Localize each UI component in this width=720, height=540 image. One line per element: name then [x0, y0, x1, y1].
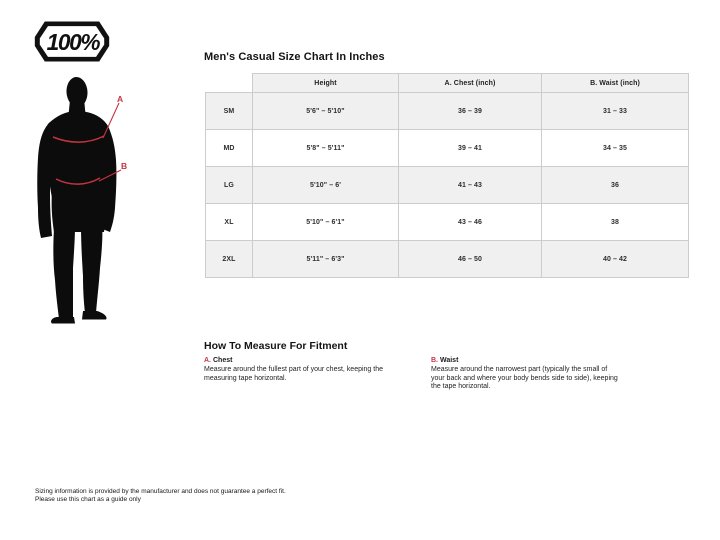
size-cell: MD [206, 130, 253, 167]
size-cell: SM [206, 93, 253, 130]
text-line: Sizing information is provided by the manufacturer and does not guarantee a perfect fit. [35, 488, 286, 495]
table-row-md [206, 130, 689, 167]
measure-section-heading: How To Measure For Fitment [204, 340, 348, 352]
size-cell: LG [206, 167, 253, 204]
text-line: Please use this chart as a guide only [35, 496, 141, 503]
waist-instructions-text [431, 366, 666, 392]
waist-cell: 36 [542, 167, 689, 204]
waist-instructions [431, 357, 666, 392]
column-header-chest: A. Chest (inch) [399, 74, 542, 93]
text-line: Measure around the narrowest part (typically the small of [431, 366, 608, 373]
disclaimer-text [35, 488, 286, 504]
size-cell: 2XL [206, 241, 253, 278]
chest-instructions-text [204, 366, 439, 383]
height-cell: 5'11" – 6'3" [253, 241, 399, 278]
text-line: your back and where your body bends side to side), keeping [431, 374, 618, 382]
waist-cell: 34 – 35 [542, 130, 689, 167]
chest-leader-line [103, 103, 119, 138]
waist-cell: 40 – 42 [542, 241, 689, 278]
chest-cell: 36 – 39 [399, 93, 542, 130]
brand-logo-text: 100% [46, 29, 100, 56]
height-cell: 5'6" – 5'10" [253, 93, 399, 130]
brand-logo-icon [33, 19, 111, 64]
waist-cell: 31 – 33 [542, 93, 689, 130]
chest-cell: 46 – 50 [399, 241, 542, 278]
marker-b-label: B [121, 161, 128, 171]
chest-label [204, 357, 439, 364]
text-line: measuring tape horizontal. [204, 374, 287, 382]
table-row-2xl [206, 241, 689, 278]
corner-cell [206, 74, 253, 93]
waist-label [431, 357, 666, 364]
waist-cell: 38 [542, 204, 689, 241]
chest-label-text: Chest [213, 357, 233, 364]
height-cell: 5'10" – 6' [253, 167, 399, 204]
body-silhouette [28, 74, 178, 334]
height-cell: 5'8" – 5'11" [253, 130, 399, 167]
chest-cell: 41 – 43 [399, 167, 542, 204]
table-row-lg [206, 167, 689, 204]
table-row-xl [206, 204, 689, 241]
silhouette-shape [37, 76, 116, 323]
column-header-height: Height [253, 74, 399, 93]
text-line: Measure around the fullest part of your chest, keeping the [204, 366, 383, 373]
chest-cell: 39 – 41 [399, 130, 542, 167]
page-title: Men's Casual Size Chart In Inches [204, 51, 385, 63]
marker-a-label: A [117, 94, 124, 104]
waist-label-text: Waist [440, 357, 459, 364]
table-row-sm [206, 93, 689, 130]
size-cell: XL [206, 204, 253, 241]
table-header-row [206, 74, 689, 93]
column-header-waist: B. Waist (inch) [542, 74, 689, 93]
height-cell: 5'10" – 6'1" [253, 204, 399, 241]
waist-label-prefix: B. [431, 357, 438, 364]
text-line: the tape horizontal. [431, 383, 491, 390]
chest-label-prefix: A. [204, 357, 211, 364]
chest-cell: 43 – 46 [399, 204, 542, 241]
chest-instructions [204, 357, 439, 383]
size-chart-table [205, 73, 689, 278]
